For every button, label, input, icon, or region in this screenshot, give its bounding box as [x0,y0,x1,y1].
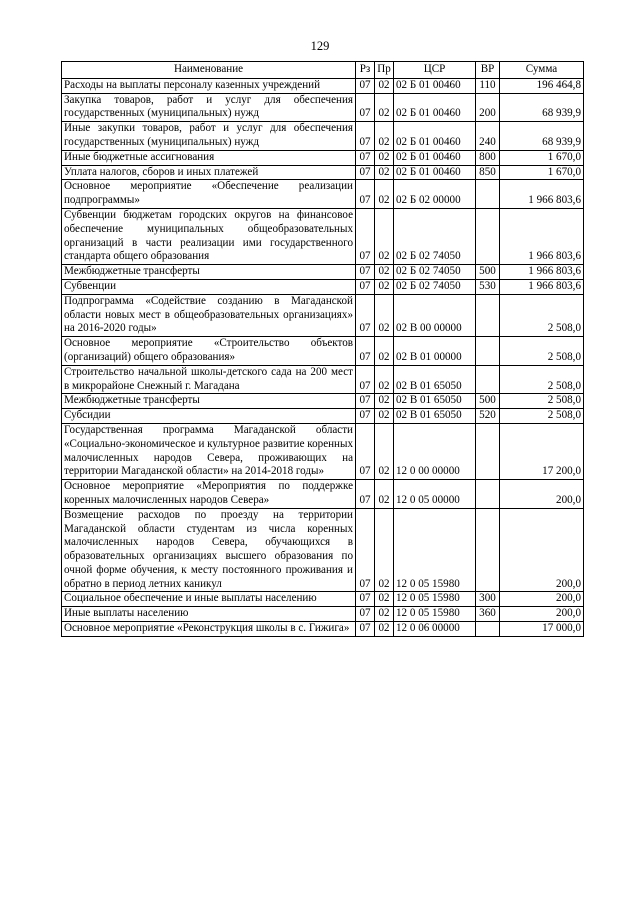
row-sum: 17 200,0 [500,423,584,479]
row-name: Иные выплаты населению [62,607,356,622]
row-csr: 12 0 05 15980 [394,607,476,622]
row-name: Социальное обеспечение и иные выплаты населению [62,592,356,607]
table-row [62,622,584,637]
row-name: Государственная программа Магаданской области «Социально-экономическое и культурное развитие коренных малочисленных народов Севера, проживающих на территории Магаданской области» на 2014-2018 годы» [62,423,356,479]
table-row [62,337,584,366]
row-csr: 02 Б 02 00000 [394,180,476,209]
table-row [62,409,584,424]
row-pr: 02 [375,150,394,165]
row-vr: 520 [476,409,500,424]
row-vr: 530 [476,279,500,294]
row-rz: 07 [356,365,375,394]
row-csr: 02 В 01 65050 [394,409,476,424]
row-name: Расходы на выплаты персоналу казенных учреждений [62,78,356,93]
table-row [62,365,584,394]
row-pr: 02 [375,122,394,151]
row-rz: 07 [356,423,375,479]
row-vr [476,480,500,509]
row-sum: 1 966 803,6 [500,279,584,294]
table-row [62,279,584,294]
row-csr: 02 В 01 65050 [394,365,476,394]
header-name: Наименование [62,62,356,79]
page-number: 129 [310,39,330,53]
row-csr: 02 В 00 00000 [394,294,476,336]
row-pr: 02 [375,622,394,637]
row-rz: 07 [356,294,375,336]
row-pr: 02 [375,607,394,622]
header-vr: ВР [476,62,500,79]
table-row [62,265,584,280]
row-csr: 02 В 01 65050 [394,394,476,409]
row-sum: 200,0 [500,592,584,607]
table-row [62,592,584,607]
table-row [62,122,584,151]
row-pr: 02 [375,423,394,479]
row-name: Основное мероприятие «Обеспечение реализации подпрограммы» [62,180,356,209]
row-name: Закупка товаров, работ и услуг для обеспечения государственных (муниципальных) нужд [62,93,356,122]
header-pr: Пр [375,62,394,79]
row-sum: 200,0 [500,480,584,509]
row-vr [476,365,500,394]
row-vr: 200 [476,93,500,122]
row-sum: 2 508,0 [500,365,584,394]
row-rz: 07 [356,279,375,294]
row-vr: 300 [476,592,500,607]
row-sum: 2 508,0 [500,394,584,409]
table-row [62,394,584,409]
row-pr: 02 [375,337,394,366]
row-vr [476,294,500,336]
row-pr: 02 [375,409,394,424]
budget-table [61,61,584,637]
row-vr [476,208,500,264]
table-row [62,150,584,165]
row-rz: 07 [356,480,375,509]
row-pr: 02 [375,365,394,394]
row-sum: 1 966 803,6 [500,208,584,264]
row-name: Уплата налогов, сборов и иных платежей [62,165,356,180]
row-rz: 07 [356,78,375,93]
table-row [62,78,584,93]
row-sum: 2 508,0 [500,337,584,366]
row-pr: 02 [375,592,394,607]
table-row [62,607,584,622]
row-sum: 1 670,0 [500,165,584,180]
row-sum: 68 939,9 [500,122,584,151]
row-rz: 07 [356,337,375,366]
table-row [62,508,584,592]
row-csr: 12 0 06 00000 [394,622,476,637]
row-vr [476,508,500,592]
row-rz: 07 [356,208,375,264]
table-row [62,208,584,264]
row-name: Возмещение расходов по проезду на территории Магаданской области студентам из числа коренных малочисленных народов Севера, обучающихся в образовательных организациях высшего образования по очной форме обучения, к месту постоянного проживания и обратно в период летних каникул [62,508,356,592]
row-rz: 07 [356,622,375,637]
row-rz: 07 [356,607,375,622]
row-csr: 02 Б 01 00460 [394,78,476,93]
row-name: Межбюджетные трансферты [62,265,356,280]
row-sum: 1 966 803,6 [500,265,584,280]
row-rz: 07 [356,165,375,180]
row-pr: 02 [375,78,394,93]
row-rz: 07 [356,150,375,165]
row-csr: 02 Б 01 00460 [394,150,476,165]
header-rz: Рз [356,62,375,79]
row-name: Субвенции [62,279,356,294]
row-pr: 02 [375,279,394,294]
row-name: Субвенции бюджетам городских округов на финансовое обеспечение муниципальных общеобразовательных организаций в части реализации ими государственного стандарта общего образования [62,208,356,264]
row-name: Иные закупки товаров, работ и услуг для обеспечения государственных (муниципальных) нужд [62,122,356,151]
row-vr: 500 [476,265,500,280]
row-rz: 07 [356,409,375,424]
table-row [62,180,584,209]
row-pr: 02 [375,265,394,280]
row-rz: 07 [356,592,375,607]
row-sum: 2 508,0 [500,294,584,336]
row-name: Субсидии [62,409,356,424]
row-vr [476,337,500,366]
row-csr: 02 Б 02 74050 [394,279,476,294]
row-pr: 02 [375,480,394,509]
row-vr: 110 [476,78,500,93]
row-vr [476,622,500,637]
row-sum: 200,0 [500,508,584,592]
row-pr: 02 [375,180,394,209]
row-sum: 200,0 [500,607,584,622]
row-pr: 02 [375,394,394,409]
row-pr: 02 [375,93,394,122]
table-row [62,93,584,122]
row-csr: 02 Б 01 00460 [394,93,476,122]
row-sum: 196 464,8 [500,78,584,93]
header-csr: ЦСР [394,62,476,79]
row-csr: 02 Б 02 74050 [394,208,476,264]
row-vr: 360 [476,607,500,622]
row-vr [476,180,500,209]
row-name: Основное мероприятие «Строительство объектов (организаций) общего образования» [62,337,356,366]
row-pr: 02 [375,294,394,336]
table-header-row [62,62,584,79]
row-csr: 12 0 05 15980 [394,592,476,607]
row-name: Межбюджетные трансферты [62,394,356,409]
row-vr: 500 [476,394,500,409]
row-rz: 07 [356,93,375,122]
row-csr: 02 В 01 00000 [394,337,476,366]
table-row [62,480,584,509]
row-rz: 07 [356,265,375,280]
row-csr: 02 Б 01 00460 [394,165,476,180]
row-csr: 12 0 05 15980 [394,508,476,592]
row-name: Подпрограмма «Содействие созданию в Магаданской области новых мест в общеобразовательных организациях» на 2016-2020 годы» [62,294,356,336]
row-sum: 68 939,9 [500,93,584,122]
row-sum: 1 670,0 [500,150,584,165]
row-name: Основное мероприятие «Реконструкция школы в с. Гижига» [62,622,356,637]
row-rz: 07 [356,394,375,409]
row-pr: 02 [375,165,394,180]
row-vr: 240 [476,122,500,151]
row-vr [476,423,500,479]
header-sum: Сумма [500,62,584,79]
row-name: Строительство начальной школы-детского сада на 200 мест в микрорайоне Снежный г. Магадана [62,365,356,394]
row-csr: 02 Б 02 74050 [394,265,476,280]
row-csr: 12 0 00 00000 [394,423,476,479]
row-rz: 07 [356,180,375,209]
row-vr: 850 [476,165,500,180]
row-csr: 12 0 05 00000 [394,480,476,509]
row-name: Основное мероприятие «Мероприятия по поддержке коренных малочисленных народов Севера» [62,480,356,509]
row-pr: 02 [375,208,394,264]
row-sum: 2 508,0 [500,409,584,424]
row-sum: 1 966 803,6 [500,180,584,209]
row-sum: 17 000,0 [500,622,584,637]
row-rz: 07 [356,508,375,592]
row-name: Иные бюджетные ассигнования [62,150,356,165]
row-pr: 02 [375,508,394,592]
row-rz: 07 [356,122,375,151]
table-row [62,294,584,336]
row-csr: 02 Б 01 00460 [394,122,476,151]
table-row [62,165,584,180]
table-row [62,423,584,479]
row-vr: 800 [476,150,500,165]
